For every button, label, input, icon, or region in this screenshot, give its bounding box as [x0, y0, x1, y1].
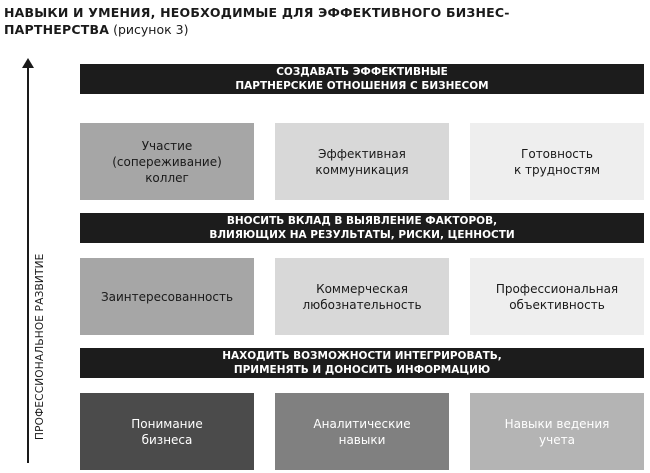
skill-box-line: Заинтересованность: [100, 289, 234, 304]
skill-box-line: коллег: [145, 170, 189, 185]
skill-box-line: Понимание: [131, 416, 203, 431]
development-axis: [22, 58, 34, 463]
level-3-header-line-2: ПРИМЕНЯТЬ И ДОНОСИТЬ ИНФОРМАЦИЮ: [233, 364, 491, 376]
skill-box-line: объективность: [509, 297, 605, 312]
level-1-header-line-1: СОЗДАВАТЬ ЭФФЕКТИВНЫЕ: [276, 66, 448, 78]
skill-box-line: (сопереживание): [112, 154, 222, 169]
skill-box-line: коммуникация: [315, 162, 409, 177]
level-1-header: [80, 64, 644, 94]
skill-box-line: бизнеса: [141, 432, 193, 447]
skill-box-line: навыки: [338, 432, 386, 447]
skill-box-line: Навыки ведения: [504, 416, 610, 431]
skill-box-accounting-skills: [470, 393, 644, 470]
skill-box-line: Коммерческая: [316, 281, 408, 296]
skill-box-business-understanding: [80, 393, 254, 470]
skill-box-commercial-curiosity: [275, 258, 449, 335]
skill-box-line: к трудностям: [513, 162, 601, 177]
axis-label: ПРОФЕССИОНАЛЬНОЕ РАЗВИТИЕ: [34, 253, 46, 440]
level-1-header-line-2: ПАРТНЕРСКИЕ ОТНОШЕНИЯ С БИЗНЕСОМ: [235, 80, 489, 92]
skill-box-line: Эффективная: [318, 146, 406, 161]
title-figure-ref: (рисунок 3): [109, 22, 189, 37]
skill-box-professional-objectivity: [470, 258, 644, 335]
level-2-header-line-1: ВНОСИТЬ ВКЛАД В ВЫЯВЛЕНИЕ ФАКТОРОВ,: [226, 215, 498, 227]
diagram-title: [4, 4, 524, 38]
skill-box-line: Участие: [141, 138, 193, 153]
level-3-header: [80, 348, 644, 378]
level-2-header: [80, 213, 644, 243]
skill-box-readiness-for-difficulties: [470, 123, 644, 200]
level-3-header-line-1: НАХОДИТЬ ВОЗМОЖНОСТИ ИНТЕГРИРОВАТЬ,: [222, 350, 502, 362]
skill-box-line: Профессиональная: [495, 281, 619, 296]
title-main: НАВЫКИ И УМЕНИЯ, НЕОБХОДИМЫЕ ДЛЯ ЭФФЕКТИВНОГО БИЗНЕС-ПАРТНЕРСТВА: [4, 5, 510, 37]
skill-box-interest: [80, 258, 254, 335]
skill-box-line: Готовность: [521, 146, 593, 161]
skill-box-collegial-participation: [80, 123, 254, 200]
axis-line: [27, 66, 29, 463]
skill-box-line: любознательность: [302, 297, 422, 312]
skill-box-effective-communication: [275, 123, 449, 200]
skill-box-analytical-skills: [275, 393, 449, 470]
skill-box-line: Аналитические: [313, 416, 411, 431]
level-2-header-line-2: ВЛИЯЮЩИХ НА РЕЗУЛЬТАТЫ, РИСКИ, ЦЕННОСТИ: [209, 229, 515, 241]
skill-box-line: учета: [539, 432, 575, 447]
